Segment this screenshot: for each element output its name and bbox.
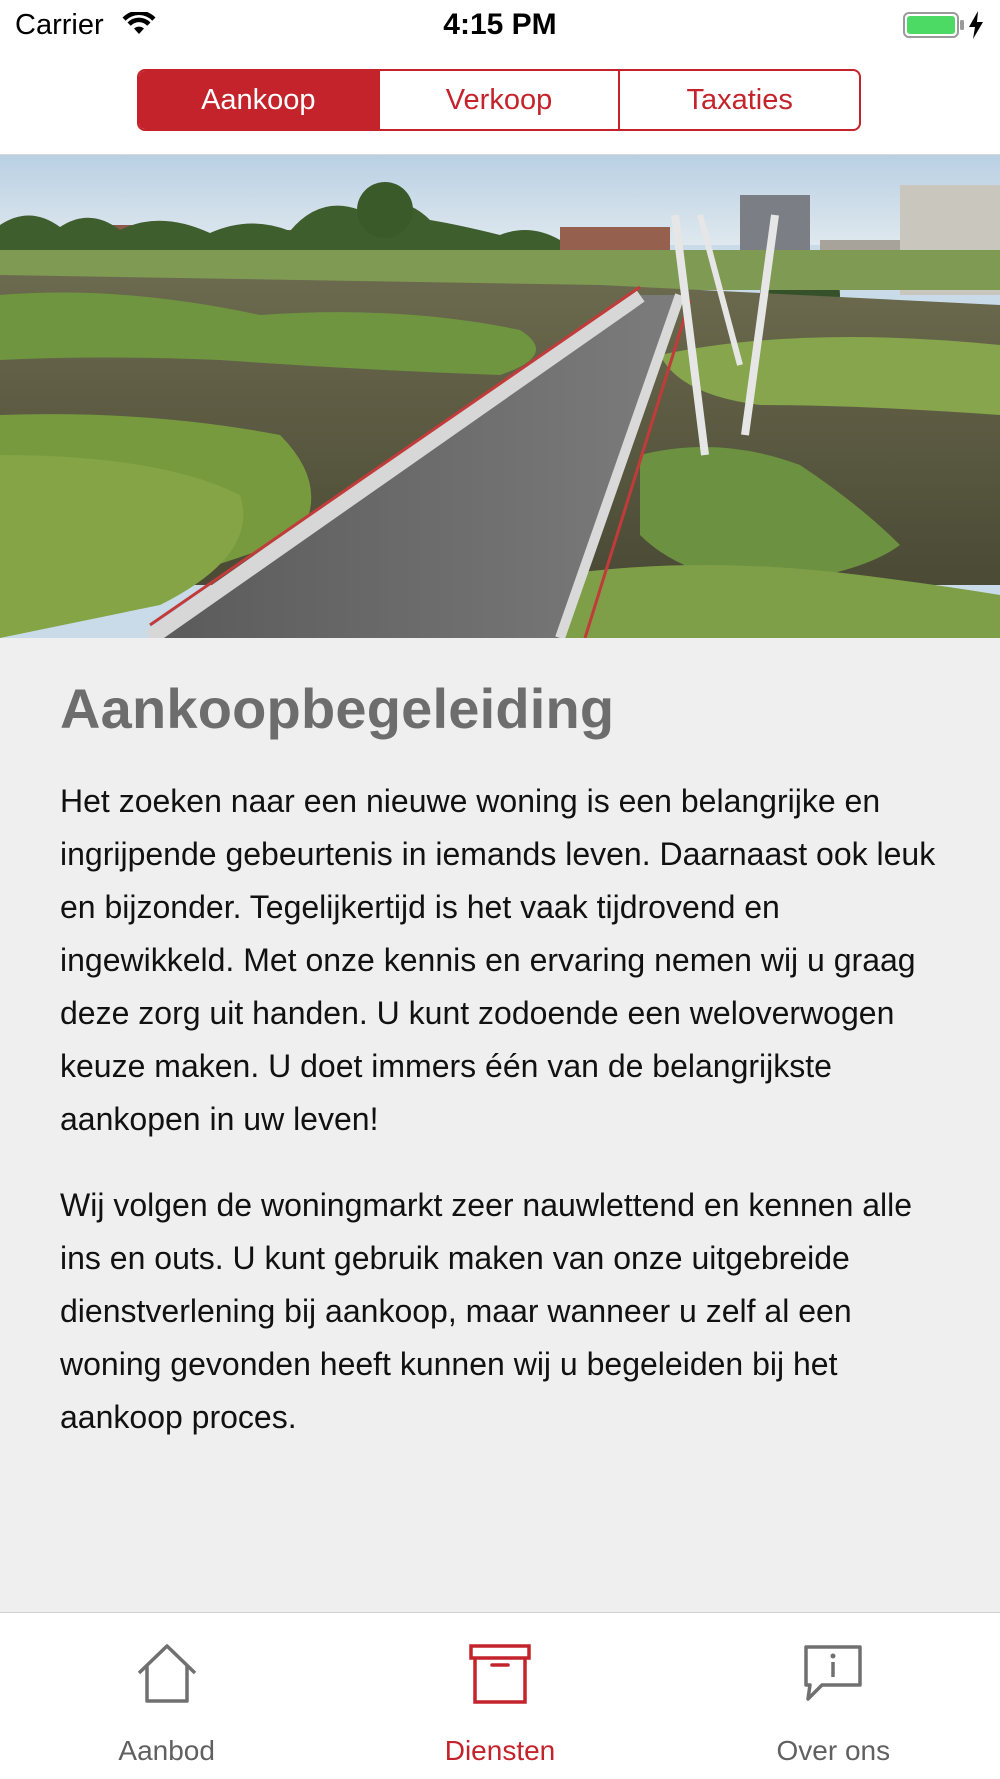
charging-icon: [968, 11, 984, 44]
status-bar: [0, 0, 1000, 50]
segment-header: [0, 50, 1000, 155]
segment-aankoop[interactable]: Aankoop: [139, 71, 378, 129]
house-icon: [134, 1643, 200, 1710]
article-paragraph-2: Wij volgen de woningmarkt zeer nauwlettend en kennen alle ins en outs. U kunt gebruik maken van onze uitgebreide dienstverlening bij aankoop, maar wanneer u zelf al een woning gevonden heeft kunnen wij u begeleiden bij het aankoop proces.: [60, 1187, 913, 1435]
tab-over-ons-label: Over ons: [776, 1735, 891, 1766]
tab-aanbod-label: Aanbod: [118, 1735, 215, 1766]
status-time: 4:15 PM: [443, 8, 557, 41]
hero-image: [0, 155, 1000, 638]
article-paragraph-1: Het zoeken naar een nieuwe woning is een belangrijke en ingrijpende gebeurtenis in iemands leven. Daarnaast ook leuk en bijzonder. Tegelijkertijd is het vaak tijdrovend en ingewikkeld. Met onze kennis en ervaring nemen wij u graag deze zorg uit handen. U kunt zodoende een weloverwogen keuze maken. U doet immers één van de belangrijkste aankopen in uw leven!: [60, 783, 936, 1137]
article-title: Aankoopbegeleiding: [60, 677, 615, 740]
info-bubble-icon: [802, 1643, 864, 1710]
tab-bar: [0, 1612, 1000, 1779]
tab-diensten-label: Diensten: [444, 1735, 556, 1766]
segment-verkoop[interactable]: Verkoop: [378, 71, 619, 129]
article: [60, 676, 950, 1477]
segment-taxaties[interactable]: Taxaties: [618, 71, 859, 129]
battery-icon: [903, 12, 965, 43]
tab-diensten[interactable]: [333, 1613, 666, 1779]
carrier-label: Carrier: [15, 9, 104, 41]
archive-box-icon: [468, 1643, 532, 1710]
service-segmented-control: [137, 69, 861, 131]
tab-aanbod[interactable]: [0, 1613, 333, 1779]
tab-over-ons[interactable]: [667, 1613, 1000, 1779]
